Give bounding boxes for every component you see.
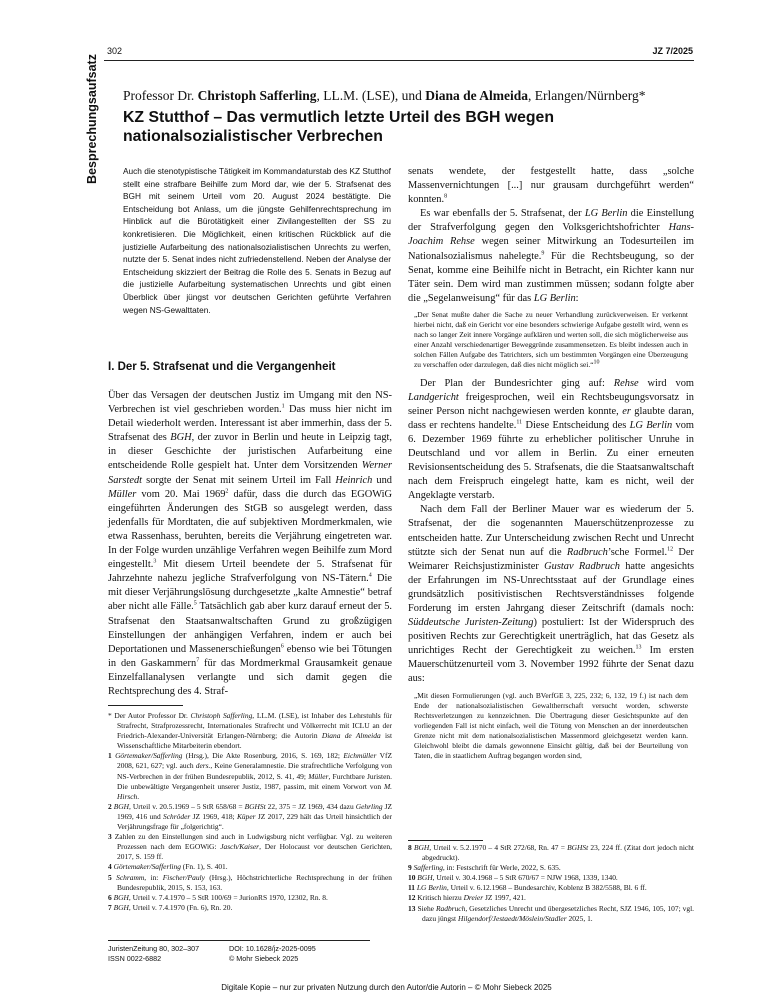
article-title: KZ Stutthof – Das vermutlich letzte Urteil des BGH wegen nationalsozialistischer Verbrechen	[123, 109, 554, 145]
footnote-rule	[408, 840, 483, 841]
footnote-rule	[108, 705, 183, 706]
body-column-1: Über das Versagen der deutschen Justiz im Umgang mit den NS-Verbrechen ist viel geschrieben worden.$^1$ Das muss hier nicht im Detail wiederholt werden. Interessant ist aber immerhin, dass der 5. Strafsenat des BGH, der zuvor in Berlin und heute in Leipzig tagt, in dieser Geschichte der juristischen Aufarbeitung eine entscheidende Rolle gespielt hat. Unter dem Vorsitzenden Werner Sarstedt sorgte der Senat mit seinem Urteil im Fall Heinrich und Müller vom 20. Mai 1969$^2$ dafür, dass die durch das EGOWiG eingeführten Änderungen des StGB so ausgelegt werden, dass jedenfalls für Mordtaten, die auf subjektiven Mordmerkmalen, wie etwa Rassenhass, beruhten, bereits die Verjährung eingetreten war. In der Folge wurden unzählige Verfahren wegen Beihilfe zum Mord eingestellt.$^3$ Mit diesem Urteil beendete der 5. Strafsenat für Jahrzehnte nahezu jegliche Strafverfolgung von NS-Tätern.$^4$ Die mit dieser Verjährungslösung durchgesetzte „kalte Amnestie“ betraf aber nicht alle Fälle.$^5$ Tatsächlich gab aber kurz darauf erneut der 5. Strafsenat den Staatsanwaltschaften Grund zu großzügigen Einstellungen der anhängigen Verfahren, indem er auch bei Deportationen und Massenerschießungen$^6$ ebenso wie bei Tötungen in den Gaskammern$^7$ für das Mordmerkmal Grausamkeit genaue Einzelfallanalysen verlangte und sich damit gegen die Rechtsprechung des 4. Straf-	[108, 390, 393, 697]
block-quote: „Mit diesen Formulierungen (vgl. auch BVerfGE 3, 225, 232; 6, 132, 19 f.) ist nach dem Ende der nationalsozialistischen Gewaltherrschaft versucht worden, schwerste Rechtsverletzungen zu kennzeichnen. Die Übertragung dieser Gesichtspunkte auf den vorliegenden Fall ist nicht einfach, weil die Tötung von Menschen an der innerdeutschen Grenze nicht mit dem nationalsozialistischen Massenmord gleichgesetzt werden kann. Gleichwohl bleibt die damals gewonnene Einsicht gültig, daß bei der Beurteilung von Taten, die in staatlichem Auftrag begangen worden sind,	[414, 690, 688, 761]
copyright-notice: Digitale Kopie – nur zur privaten Nutzung durch den Autor/die Autorin – © Mohr Siebeck 2025	[221, 983, 552, 992]
imprint-doi: DOI: 10.1628/jz-2025-0095 © Mohr Siebeck 2025	[229, 944, 316, 963]
block-quote: „Der Senat mußte daher die Sache zu neuer Verhandlung zurückverweisen. Er verkennt hierbei nicht, daß ein Gericht vor eine besonders schwierige Aufgabe gestellt wird, wenn es nach so langer Zeit innere Vorgänge aufklären und werten soll, die sich möglicherweise aus einer Anzahl verschiedenartiger Beweggründe zusammensetzen. Es bleibt indessen auch in solchen Fällen Aufgabe des Tatrichters, sich um bestimmten Vorgängen eine Überzeugung zu verschaffen oder darzulegen, daß dies nicht möglich sei.“$^{10}$	[414, 309, 688, 370]
header-rule	[104, 60, 694, 61]
imprint-rule	[108, 940, 370, 941]
page-number: 302	[107, 46, 123, 56]
section-label: Besprechungsaufsatz	[85, 54, 99, 184]
journal-issue: JZ 7/2025	[652, 46, 693, 56]
section-heading: I. Der 5. Strafsenat und die Vergangenheit	[108, 361, 336, 373]
body-column-2: senats wendete, der festgestellt hatte, dass „solche Massenvernichtungen [...] nur grausam durchgeführt werden“ konnten.$^8$ Es war ebenfalls der 5. Strafsenat, der LG Berlin die Einstellung der Strafverfolgung gegen den Volksgerichtshofrichter Hans-Joachim Rehse wegen seiner Mitwirkung an Todesurteilen im Nationalsozialismus nahelegte.$^9$ Für die Rechtsbeugung, so der Senat, komme eine Beihilfe nicht in Betracht, ein Richter kann nur Täter sein. Dem wird man zustimmen müssen; sodann folgte aber die „Segelanweisung“ für das LG Berlin: „Der Senat mußte daher die Sache zu neuer Verhandlung zurückverweisen. Er verkennt hierbei nicht, daß ein Gericht vor eine besonders schwierige Aufgabe gestellt wird, wenn es nach so langer Zeit innere Vorgänge aufklären und werten soll, die sich möglicherweise aus einer Anzahl verschiedenartiger Beweggründe zusammensetzen. Es bleibt indessen auch in solchen Fällen Aufgabe des Tatrichters, sich um bestimmten Vorgängen eine Überzeugung zu verschaffen oder darzulegen, daß dies nicht möglich sei.“$^{10}$ Der Plan der Bundesrichter ging auf: Rehse wird vom Landgericht freigesprochen, weil ein Rechtsbeugungsvorsatz in seiner Person nicht nachgewiesen werden konnte, er glaubte daran, dass er rechtens handelte.$^{11}$ Diese Entscheidung des LG Berlin vom 6. Dezember 1969 führte zu erheblicher politischer Unruhe in Deutschland und vor allem in Berlin. Zu einer erneuten Revisionsentscheidung des 5. Strafsenats, die die Staatsanwaltschaft nach dem Freispruch eingelegt hatte, kam es nicht, weil der Angeklagte verstarb. Nach dem Fall der Berliner Mauer war es wiederum der 5. Strafsenat, der die sogenannten Mauerschützenprozesse zu entscheiden hatte. Zur Unterscheidung zwischen Recht und Unrecht stützte sich der Senat nun auf die Radbruch’sche Formel.$^{12}$ Der Weimarer Reichsjustizminister Gustav Radbruch hatte angesichts der Erfahrungen im NS-Unrechtsstaat auf der Grundlage eines grundsätzlich positivistischen Rechtsverständnisses folgende Forderung im ersten Jahrgang dieser Zeitschrift (damals noch: Süddeutsche Juristen-Zeitung) postuliert: Ist der Widerspruch des positiven Rechts zur Gerechtigkeit unerträglich, hat das Gesetz als unrichtiges Recht der Gerechtigkeit zu weichen.$^{13}$ Im ersten Mauerschützenurteil vom 3. November 1992 führte der Senat dazu aus: „Mit diesen Formulierungen (vgl. auch BVerfGE 3, 225, 232; 6, 132, 19 f.) ist nach dem Ende der nationalsozialistischen Gewaltherrschaft versucht worden, schwerste Rechtsverletzungen zu kennzeichnen. Die Übertragung dieser Gesichtspunkte auf den vorliegenden Fall ist nicht einfach, weil die Tötung von Menschen an der innerdeutschen Grenze nicht mit dem nationalsozialistischen Massenmord gleichgesetzt werden kann. Gleichwohl bleibt die damals gewonnene Einsicht gültig, daß bei der Beurteilung von Taten, die in staatlichem Auftrag begangen worden sind,	[408, 166, 695, 761]
footnotes-column-1: * Der Autor Professor Dr. Christoph Safferling, LL.M. (LSE), ist Inhaber des Lehrstuhls für Strafrecht, Strafprozessrecht, Internationales Strafrecht und Völkerrecht mit ICLU an der Friedrich-Alexander-Universität Erlangen-Nürnberg; die Autorin Diana de Almeida ist Wissenschaftliche Mitarbeiterin ebendort. 1 Görtemaker/Safferling (Hrsg.), Die Akte Rosenburg, 2016, S. 169, 182; Eichmüller VfZ 2008, 621, 627; vgl. auch ders., Keine Generalamnestie. Die strafrechtliche Verfolgung von NS-Verbrechen in der frühen Bundesrepublik, 2012, S. 41, 49; Müller, Furchtbare Juristen. Die unbewältigte Vergangenheit unserer Justiz, 1987, passim, mit einem Vorwort von M. Hirsch. 2 BGH, Urteil v. 20.5.1969 – 5 StR 658/68 = BGHSt 22, 375 = JZ 1969, 434 dazu Gehrling JZ 1969, 416 und Schröder JZ 1969, 418; Küper JZ 2017, 229 hält das Urteil hinsichtlich der Verjährungsfrage für „folgerichtig“. 3 Zahlen zu den Einstellungen sind auch in Ludwigsburg nicht verfügbar. Vgl. zu weiteren Prozessen nach dem EGOWiG: Jasch/Kaiser, Der Holocaust vor deutschen Gerichten, 2017, S. 159 ff. 4 Görtemaker/Safferling (Fn. 1), S. 401. 5 Schramm, in: Fischer/Pauly (Hrsg.), Höchstrichterliche Rechtsprechung in der frühen Bundesrepublik, 2015, S. 153, 163. 6 BGH, Urteil v. 7.4.1970 – 5 StR 100/69 = JurionRS 1970, 12302, Rn. 8. 7 BGH, Urteil v. 7.4.1970 (Fn. 6), Rn. 20.	[108, 711, 393, 912]
footnotes-column-2: 8 BGH, Urteil v. 5.2.1970 – 4 StR 272/68, Rn. 47 = BGHSt 23, 224 ff. (Zitat dort jedoch nicht abgedruckt). 9 Safferling, in: Festschrift für Werle, 2022, S. 635. 10 BGH, Urteil v. 30.4.1968 – 5 StR 670/67 = NJW 1968, 1339, 1340. 11 LG Berlin, Urteil v. 6.12.1968 – Bundesarchiv, Koblenz B 382/5588, Bl. 6 ff. 12 Kritisch hierzu Dreier JZ 1997, 421. 13 Siehe Radbruch, Gesetzliches Unrecht und übergesetzliches Recht, SJZ 1946, 105, 107; vgl. dazu jüngst Hilgendorf/Jestaedt/Möslein/Stadler 2025, 1.	[408, 843, 694, 923]
imprint-journal: JuristenZeitung 80, 302–307 ISSN 0022-6882	[108, 944, 200, 963]
author-line: Professor Dr. Christoph Safferling, LL.M. (LSE), und Diana de Almeida, Erlangen/Nürnberg*	[123, 88, 646, 103]
abstract: Auch die stenotypistische Tätigkeit im Kommandaturstab des KZ Stutthof stellt eine strafbare Beihilfe zum Mord dar, wie der 5. Strafsenat des BGH mit seinem Urteil vom 20. August 2024 bestätigte. Die Entscheidung bot Anlass, um die jüngste Gehilfenrechtsprechung im Hinblick auf die Bürotätigkeit einer Zivilangestellten der SS zu konkretisieren. Die Möglichkeit, einen kritischen Rückblick auf die justizielle Aufarbeitung des nationalsozialistischen Unrechts zu werfen, nutzte der 5. Senat indes nicht zufriedenstellend. Neben der Analyse der Entscheidung skizziert der Beitrag die Rolle des 5. Senats in Bezug auf die justizielle Aufarbeitung systematischen Unrechts und gibt einen Überblick über jüngst vor deutschen Gerichten geführte Verfahren wegen NS-Gewalttaten.	[123, 166, 391, 315]
